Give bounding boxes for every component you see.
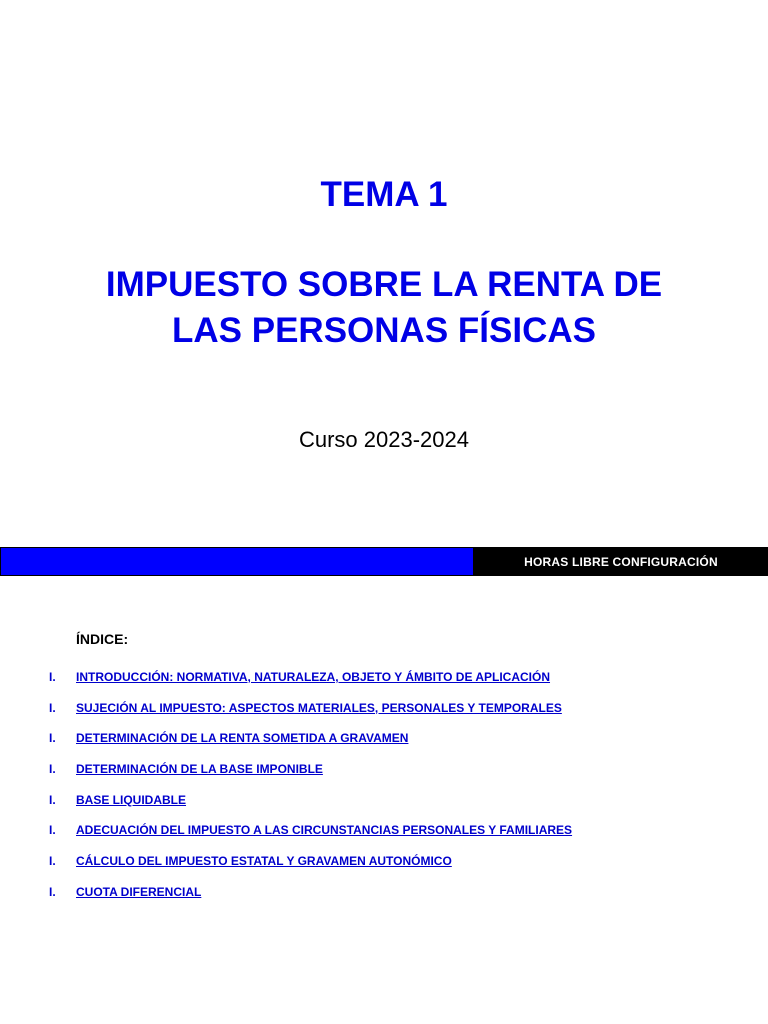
index-numeral: I.: [49, 854, 56, 869]
index-heading: ÍNDICE:: [76, 631, 129, 647]
index-item: [0, 762, 768, 793]
banner: [0, 547, 768, 576]
index-numeral: I.: [49, 884, 56, 899]
index-item: [0, 854, 768, 885]
page-title-line-2: LAS PERSONAS FÍSICAS: [172, 311, 596, 350]
tema-heading: TEMA 1: [320, 175, 448, 214]
index-link-base-liquidable[interactable]: BASE LIQUIDABLE: [76, 792, 187, 807]
page-title-line-1: IMPUESTO SOBRE LA RENTA DE: [105, 265, 663, 304]
index-item: [0, 701, 768, 732]
index-item: [0, 823, 768, 854]
banner-blue-band: [0, 547, 474, 576]
index-numeral: I.: [49, 762, 56, 777]
index-link-calculo[interactable]: CÁLCULO DEL IMPUESTO ESTATAL Y GRAVAMEN AUTONÓMICO: [76, 854, 452, 869]
course-year: Curso 2023-2024: [298, 427, 469, 452]
banner-label: HORAS LIBRE CONFIGURACIÓN: [474, 547, 768, 576]
index-numeral: I.: [49, 731, 56, 746]
index-numeral: I.: [49, 700, 56, 715]
index-link-adecuacion[interactable]: ADECUACIÓN DEL IMPUESTO A LAS CIRCUNSTANCIAS PERSONALES Y FAMILIARES: [76, 823, 573, 838]
index-numeral: I.: [49, 670, 56, 684]
index-item: [0, 793, 768, 824]
index-item: [0, 885, 768, 916]
index-numeral: I.: [49, 792, 56, 807]
index-link-introduccion[interactable]: INTRODUCCIÓN: NORMATIVA, NATURALEZA, OBJETO Y ÁMBITO DE APLICACIÓN: [76, 670, 551, 684]
index-link-base-imponible[interactable]: DETERMINACIÓN DE LA BASE IMPONIBLE: [76, 762, 323, 777]
index-item: [0, 731, 768, 762]
page-title: [0, 262, 768, 354]
index-item: [0, 670, 768, 701]
title-block: [0, 172, 768, 354]
index-link-cuota-diferencial[interactable]: CUOTA DIFERENCIAL: [76, 884, 202, 899]
index-numeral: I.: [49, 823, 56, 838]
index-link-sujecion[interactable]: SUJECIÓN AL IMPUESTO: ASPECTOS MATERIALES, PERSONALES Y TEMPORALES: [76, 700, 562, 715]
index-list: [0, 670, 768, 916]
index-link-renta-gravamen[interactable]: DETERMINACIÓN DE LA RENTA SOMETIDA A GRAVAMEN: [76, 731, 409, 746]
